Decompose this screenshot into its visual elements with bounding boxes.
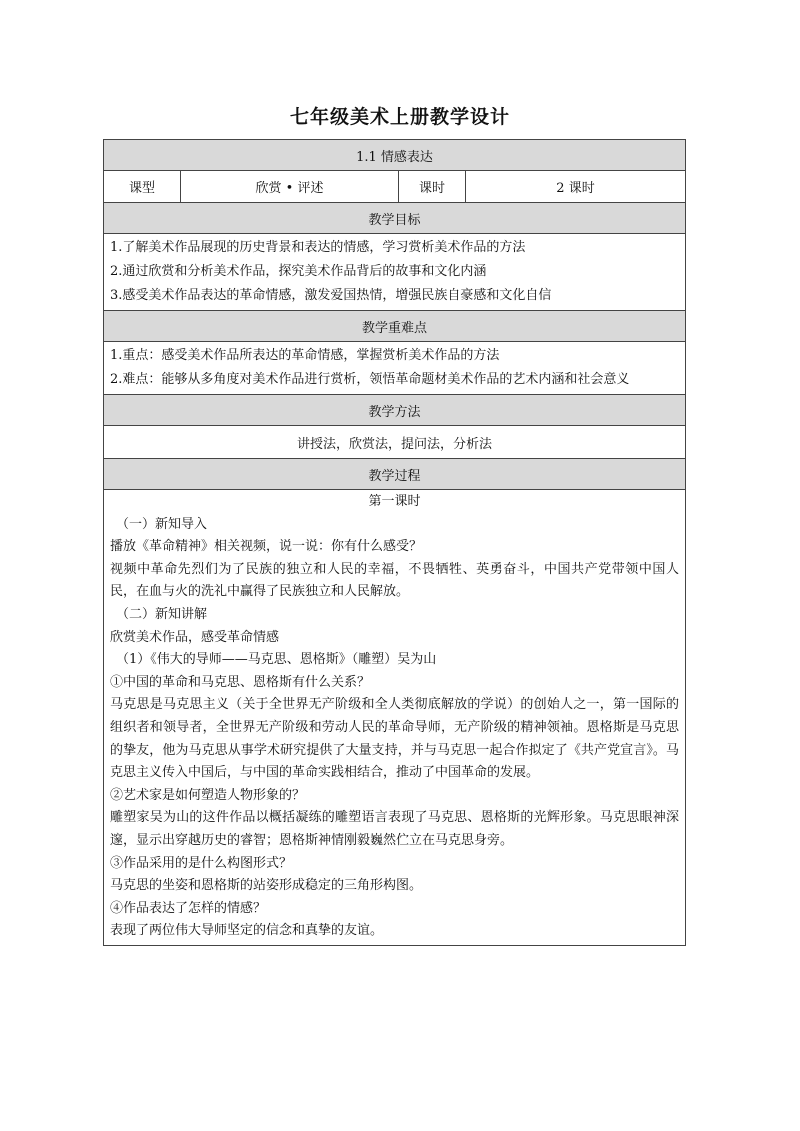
artwork-title: （1）《伟大的导师——马克思、恩格斯》（雕塑）吴为山	[116, 652, 437, 668]
section-heading: （二）新知讲解	[116, 606, 208, 622]
question-4: ④作品表达了怎样的情感？	[110, 900, 267, 916]
objectives-list	[104, 234, 686, 311]
hours-label: 课时	[399, 171, 466, 203]
methods-heading: 教学方法	[104, 395, 686, 426]
objectives-heading: 教学目标	[104, 203, 686, 234]
answer-4: 表现了两位伟大导师坚定的信念和真挚的友谊。	[110, 923, 384, 939]
process-heading-row	[104, 459, 686, 490]
key-point-item: 2.难点：能够从多角度对美术作品进行赏析，领悟革命题材美术作品的艺术内涵和社会意义	[110, 372, 630, 387]
methods-row	[104, 426, 686, 459]
objective-item: 1.了解美术作品展现的历史背景和表达的情感，学习赏析美术作品的方法	[110, 240, 526, 255]
question-2: ②艺术家是如何塑造人物形象的？	[110, 787, 306, 803]
process-row	[104, 490, 686, 946]
methods-heading-row	[104, 395, 686, 426]
process-heading: 教学过程	[104, 459, 686, 490]
answer-3: 马克思的坐姿和恩格斯的站姿形成稳定的三角形构图。	[110, 878, 423, 894]
intro-question: 播放《革命精神》相关视频，说一说：你有什么感受？	[110, 539, 423, 555]
question-1: ①中国的革命和马克思、恩格斯有什么关系？	[110, 674, 371, 690]
key-points-list	[104, 342, 686, 395]
methods-value: 讲授法，欣赏法，提问法，分析法	[104, 426, 686, 459]
answer-1: 马克思是马克思主义（关于全世界无产阶级和全人类彻底解放的学说）的创始人之一，第一国际的组织者和领导者，全世界无产阶级和劳动人民的革命导师，无产阶级的精神领袖。恩格斯是马克思的挚友，他为马克思从事学术研究提供了大量支持，并与马克思一起合作拟定了《共产党宣言》。马克思主义传入中国后，与中国的革命实践相结合，推动了中国革命的发展。	[110, 697, 679, 781]
objective-item: 3.感受美术作品表达的革命情感，激发爱国热情，增强民族自豪感和文化自信	[110, 288, 552, 303]
section-heading: （一）新知导入	[116, 516, 208, 532]
key-point-item: 1.重点：感受美术作品所表达的革命情感，掌握赏析美术作品的方法	[110, 348, 500, 363]
objectives-heading-row	[104, 203, 686, 234]
lesson-plan-table	[103, 139, 686, 946]
type-value: 欣赏 • 评述	[181, 171, 399, 203]
document-title: 七年级美术上册教学设计	[289, 106, 510, 128]
objective-item: 2.通过欣赏和分析美术作品，探究美术作品背后的故事和文化内涵	[110, 264, 487, 279]
hours-value: 2 课时	[466, 171, 686, 203]
question-3: ③作品采用的是什么构图形式？	[110, 855, 293, 871]
key-points-heading-row	[104, 311, 686, 342]
lesson-title: 1.1 情感表达	[104, 140, 686, 171]
answer-2: 雕塑家吴为山的这件作品以概括凝练的雕塑语言表现了马克思、恩格斯的光辉形象。马克思眼神深邃，显示出穿越历史的睿智；恩格斯神情刚毅巍然伫立在马克思身旁。	[110, 810, 679, 848]
session-title: 第一课时	[368, 494, 421, 509]
objectives-row	[104, 234, 686, 311]
intro-answer: 视频中革命先烈们为了民族的独立和人民的幸福，不畏牺牲、英勇奋斗，中国共产党带领中国人民，在血与火的洗礼中赢得了民族独立和人民解放。	[110, 561, 679, 600]
key-points-heading: 教学重难点	[104, 311, 686, 342]
appreciation-line: 欣赏美术作品，感受革命情感	[110, 629, 280, 645]
lesson-meta-row	[104, 171, 686, 203]
lesson-title-row	[104, 140, 686, 171]
type-label: 课型	[104, 171, 181, 203]
process-content	[104, 490, 686, 946]
key-points-row	[104, 342, 686, 395]
